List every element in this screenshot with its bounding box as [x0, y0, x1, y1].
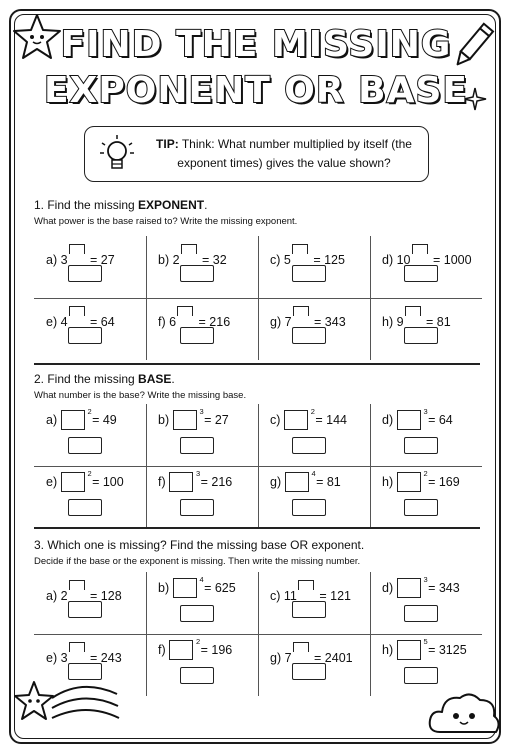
- problem-exponent: 3: [423, 575, 428, 584]
- page-title-line1: FIND THE MISSING: [60, 24, 452, 65]
- problem-cell: [370, 404, 482, 466]
- problem-label: g): [270, 475, 282, 489]
- missing-exponent-box[interactable]: [292, 244, 308, 254]
- answer-box[interactable]: [292, 437, 326, 454]
- page-title-line2: EXPONENT OR BASE: [44, 70, 468, 111]
- problem-exponent: 2: [310, 407, 315, 416]
- problem-exponent: 3: [199, 407, 204, 416]
- problem-expression: [46, 469, 124, 492]
- problem-label: f): [158, 643, 166, 657]
- problem-label: b): [158, 581, 170, 595]
- problem-label: a): [46, 413, 58, 427]
- missing-base-box[interactable]: [173, 575, 204, 598]
- divider: [34, 363, 480, 365]
- answer-box[interactable]: [180, 327, 214, 344]
- problem-cell: [34, 466, 146, 528]
- answer-box[interactable]: [68, 499, 102, 516]
- problem-cell: [258, 634, 370, 696]
- problem-expression: [382, 637, 467, 660]
- problem-exponent: 4: [199, 575, 204, 584]
- missing-base-box[interactable]: [397, 469, 428, 492]
- problem-cell: [258, 298, 370, 360]
- problem-base: c) 5: [270, 253, 291, 267]
- problem-base: d) 10: [382, 253, 411, 267]
- answer-box[interactable]: [292, 499, 326, 516]
- problem-exponent: 5: [423, 637, 428, 646]
- problem-base: g) 7: [270, 315, 292, 329]
- missing-base-box[interactable]: [61, 407, 92, 430]
- problem-cell: [370, 634, 482, 696]
- problem-expression: [382, 469, 460, 492]
- problem-expression: [158, 575, 236, 598]
- problem-value: = 3125: [424, 643, 467, 657]
- problem-exponent: 4: [311, 469, 316, 478]
- section-1: [34, 198, 482, 329]
- section-3-title: 3. Which one is missing? Find the missing base OR exponent.: [34, 538, 365, 552]
- problem-cell: [258, 404, 370, 466]
- problem-cell: [34, 236, 146, 298]
- problem-label: d): [382, 581, 394, 595]
- problem-label: h): [382, 475, 394, 489]
- problem-cell: [258, 466, 370, 528]
- problem-expression: [158, 244, 227, 267]
- problem-value: = 1000: [429, 253, 472, 267]
- problem-expression: [270, 306, 346, 329]
- problem-cell: [34, 298, 146, 360]
- problem-label: b): [158, 413, 170, 427]
- problem-expression: [382, 306, 451, 329]
- problem-value: = 64: [86, 315, 115, 329]
- problem-value: = 216: [195, 315, 231, 329]
- answer-box[interactable]: [292, 265, 326, 282]
- missing-base-box[interactable]: [397, 575, 428, 598]
- answer-box[interactable]: [180, 667, 214, 684]
- answer-box[interactable]: [180, 265, 214, 282]
- problem-expression: [158, 407, 229, 430]
- problem-base: g) 7: [270, 651, 292, 665]
- missing-exponent-box[interactable]: [181, 244, 197, 254]
- problem-expression: [158, 637, 233, 660]
- problem-cell: [370, 298, 482, 360]
- problem-cell: [146, 634, 258, 696]
- problem-expression: [46, 580, 122, 603]
- missing-exponent-box[interactable]: [69, 244, 85, 254]
- problem-expression: [382, 575, 460, 598]
- missing-base-box[interactable]: [397, 407, 428, 430]
- problem-cell: [34, 572, 146, 634]
- answer-box[interactable]: [404, 499, 438, 516]
- problem-value: = 32: [198, 253, 227, 267]
- missing-base-box[interactable]: [397, 637, 428, 660]
- answer-box[interactable]: [68, 437, 102, 454]
- problem-cell: [146, 404, 258, 466]
- problem-expression: [270, 407, 348, 430]
- problem-value: = 121: [315, 589, 351, 603]
- missing-base-box[interactable]: [61, 469, 92, 492]
- problem-cell: [258, 572, 370, 634]
- problem-value: = 343: [310, 315, 346, 329]
- problem-label: c): [270, 413, 281, 427]
- answer-box[interactable]: [404, 605, 438, 622]
- tip-box: [84, 126, 429, 182]
- problem-label: d): [382, 413, 394, 427]
- answer-box[interactable]: [404, 437, 438, 454]
- missing-exponent-box[interactable]: [293, 642, 309, 652]
- problem-value: = 243: [86, 651, 122, 665]
- problem-expression: [158, 306, 230, 329]
- missing-exponent-box[interactable]: [69, 580, 85, 590]
- problem-value: = 81: [422, 315, 451, 329]
- problem-value: = 81: [312, 475, 341, 489]
- problem-value: = 64: [424, 413, 453, 427]
- problem-expression: [270, 244, 345, 267]
- answer-box[interactable]: [292, 601, 326, 618]
- section-3: [34, 538, 482, 665]
- problem-expression: [158, 469, 233, 492]
- problem-value: = 100: [88, 475, 124, 489]
- problem-base: e) 4: [46, 315, 68, 329]
- problem-value: = 128: [86, 589, 122, 603]
- problem-cell: [146, 466, 258, 528]
- problem-expression: [46, 244, 115, 267]
- problem-cell: [370, 572, 482, 634]
- problem-base: f) 6: [158, 315, 177, 329]
- problem-base: a) 3: [46, 253, 68, 267]
- problem-exponent: 2: [195, 637, 201, 646]
- problem-value: = 49: [88, 413, 117, 427]
- problem-expression: [46, 407, 117, 430]
- answer-box[interactable]: [68, 663, 102, 680]
- answer-box[interactable]: [404, 667, 438, 684]
- problem-base: a) 2: [46, 589, 68, 603]
- problem-value: = 216: [197, 475, 233, 489]
- answer-box[interactable]: [404, 327, 438, 344]
- section-3-grid: [34, 572, 482, 696]
- problem-cell: [258, 236, 370, 298]
- answer-box[interactable]: [180, 499, 214, 516]
- problem-value: = 144: [311, 413, 348, 427]
- missing-base-box[interactable]: [169, 637, 201, 660]
- problem-cell: [146, 572, 258, 634]
- answer-box[interactable]: [292, 327, 326, 344]
- problem-exponent: 2: [87, 407, 92, 416]
- section-2-title: 2. Find the missing BASE.: [34, 372, 175, 386]
- missing-base-box[interactable]: [169, 469, 201, 492]
- problem-base: e) 3: [46, 651, 68, 665]
- problem-exponent: 3: [423, 407, 428, 416]
- problem-cell: [370, 466, 482, 528]
- problem-value: = 27: [86, 253, 115, 267]
- section-1-subtitle: What power is the base raised to? Write the missing exponent.: [34, 216, 298, 227]
- problem-value: = 125: [309, 253, 345, 267]
- problem-expression: [270, 580, 351, 603]
- answer-box[interactable]: [180, 605, 214, 622]
- problem-expression: [270, 469, 341, 492]
- problem-exponent: 2: [87, 469, 92, 478]
- problem-cell: [34, 634, 146, 696]
- problem-cell: [146, 298, 258, 360]
- problem-base: c) 11: [270, 589, 297, 603]
- section-2-subtitle: What number is the base? Write the missing base.: [34, 390, 247, 401]
- problem-label: e): [46, 475, 58, 489]
- section-1-title: 1. Find the missing EXPONENT.: [34, 198, 208, 212]
- answer-box[interactable]: [68, 327, 102, 344]
- problem-value: = 169: [424, 475, 460, 489]
- problem-cell: [146, 236, 258, 298]
- problem-cell: [34, 404, 146, 466]
- section-3-subtitle: Decide if the base or the exponent is missing. Then write the missing number.: [34, 556, 361, 567]
- problem-exponent: 2: [423, 469, 428, 478]
- missing-base-box[interactable]: [173, 407, 204, 430]
- lightbulb-icon: [97, 133, 137, 177]
- answer-box[interactable]: [68, 601, 102, 618]
- missing-exponent-box[interactable]: [177, 306, 193, 316]
- missing-exponent-box[interactable]: [69, 306, 85, 316]
- tip-text: TIP: Think: What number multiplied by itself (the exponent times) gives the value shown?: [156, 137, 412, 170]
- problem-expression: [382, 244, 472, 267]
- problem-base: b) 2: [158, 253, 180, 267]
- missing-exponent-box[interactable]: [405, 306, 421, 316]
- problem-exponent: 3: [195, 469, 201, 478]
- answer-box[interactable]: [180, 437, 214, 454]
- section-2-grid: [34, 404, 482, 528]
- section-2: [34, 372, 482, 489]
- problem-base: h) 9: [382, 315, 404, 329]
- divider: [34, 527, 480, 529]
- problem-expression: [46, 642, 122, 665]
- problem-cell: [370, 236, 482, 298]
- problem-label: h): [382, 643, 394, 657]
- problem-label: f): [158, 475, 166, 489]
- missing-exponent-box[interactable]: [298, 580, 314, 590]
- section-1-grid: [34, 236, 482, 360]
- missing-exponent-box[interactable]: [69, 642, 85, 652]
- answer-box[interactable]: [292, 663, 326, 680]
- missing-exponent-box[interactable]: [412, 244, 428, 254]
- problem-value: = 625: [200, 581, 236, 595]
- answer-box[interactable]: [404, 265, 438, 282]
- answer-box[interactable]: [68, 265, 102, 282]
- problem-value: = 27: [200, 413, 229, 427]
- problem-value: = 343: [424, 581, 460, 595]
- missing-exponent-box[interactable]: [293, 306, 309, 316]
- missing-base-box[interactable]: [285, 469, 316, 492]
- problem-expression: [382, 407, 453, 430]
- missing-base-box[interactable]: [284, 407, 315, 430]
- problem-value: = 196: [197, 643, 233, 657]
- problem-expression: [270, 642, 353, 665]
- problem-expression: [46, 306, 115, 329]
- problem-value: = 2401: [310, 651, 353, 665]
